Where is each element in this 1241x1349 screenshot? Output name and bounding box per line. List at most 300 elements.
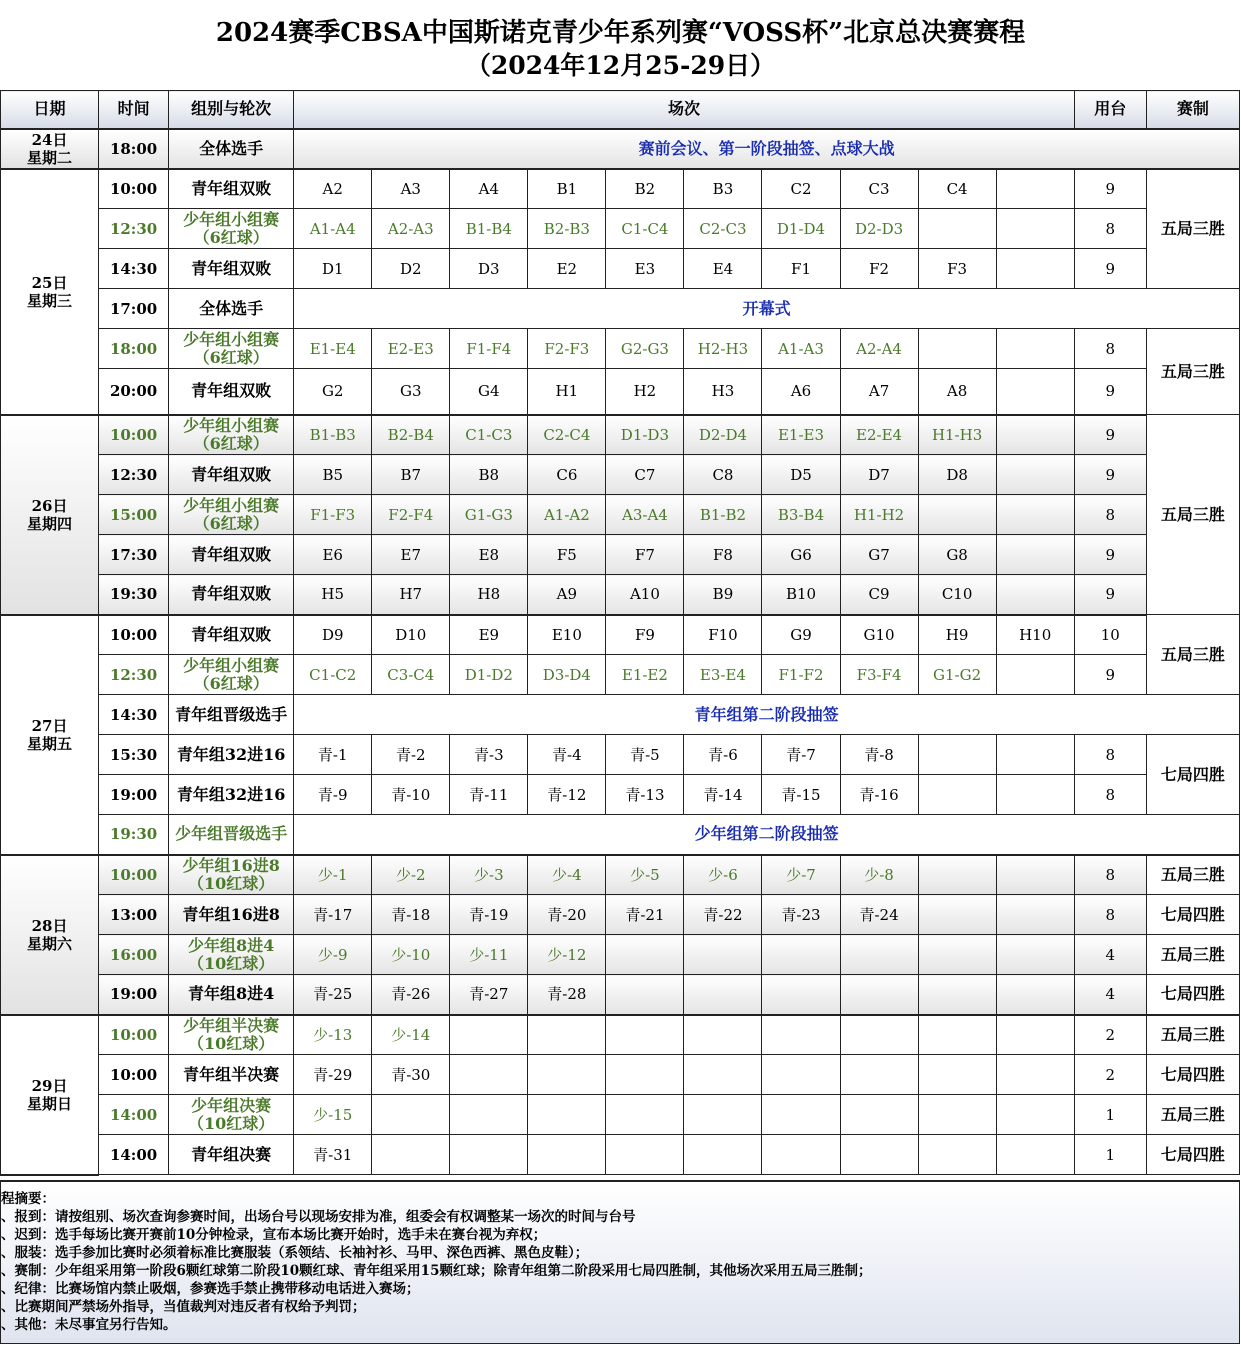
table-row bbox=[1, 1095, 1240, 1135]
tables-cell: 9 bbox=[1074, 169, 1146, 209]
date-cell: 27日 星期五 bbox=[1, 615, 99, 855]
table-row bbox=[1, 1015, 1240, 1055]
table-row bbox=[1, 775, 1240, 815]
note-item: 、纪律：比赛场馆内禁止吸烟，参赛选手禁止携带移动电话进入赛场； bbox=[1, 1281, 420, 1297]
group-cell: 青年组32进16 bbox=[169, 735, 294, 775]
time-cell: 20:00 bbox=[99, 369, 169, 415]
match-cell: E2-E4 bbox=[840, 415, 918, 455]
group-cell: 青年组半决赛 bbox=[169, 1055, 294, 1095]
match-cell: 青-19 bbox=[450, 895, 528, 935]
match-cell bbox=[996, 855, 1074, 895]
match-cell: C8 bbox=[684, 455, 762, 495]
tables-cell: 4 bbox=[1074, 975, 1146, 1015]
match-cell: 少-10 bbox=[372, 935, 450, 975]
time-cell: 10:00 bbox=[99, 615, 169, 655]
match-cell bbox=[996, 329, 1074, 369]
match-cell: D3 bbox=[450, 249, 528, 289]
match-cell: G4 bbox=[450, 369, 528, 415]
tables-cell: 4 bbox=[1074, 935, 1146, 975]
match-cell: H1 bbox=[528, 369, 606, 415]
match-cell: 少-5 bbox=[606, 855, 684, 895]
match-cell: 少-9 bbox=[294, 935, 372, 975]
group-cell: 少年组小组赛 （6红球） bbox=[169, 495, 294, 535]
table-row bbox=[1, 495, 1240, 535]
match-cell: G2-G3 bbox=[606, 329, 684, 369]
group-cell: 青年组双败 bbox=[169, 169, 294, 209]
match-cell: C2-C4 bbox=[528, 415, 606, 455]
match-cell: F1-F2 bbox=[762, 655, 840, 695]
match-cell: G2 bbox=[294, 369, 372, 415]
match-cell: E3 bbox=[606, 249, 684, 289]
time-cell: 19:30 bbox=[99, 815, 169, 855]
match-cell: B2-B3 bbox=[528, 209, 606, 249]
match-cell: F7 bbox=[606, 535, 684, 575]
match-cell bbox=[918, 1095, 996, 1135]
match-cell: H2 bbox=[606, 369, 684, 415]
date-cell: 24日 星期二 bbox=[1, 129, 99, 169]
table-row bbox=[1, 329, 1240, 369]
match-cell bbox=[684, 1015, 762, 1055]
match-cell: 青-27 bbox=[450, 975, 528, 1015]
match-cell: C6 bbox=[528, 455, 606, 495]
match-cell bbox=[606, 935, 684, 975]
match-cell: C9 bbox=[840, 575, 918, 615]
match-cell: B7 bbox=[372, 455, 450, 495]
time-cell: 10:00 bbox=[99, 1055, 169, 1095]
time-cell: 19:00 bbox=[99, 975, 169, 1015]
match-cell bbox=[996, 415, 1074, 455]
match-cell: C1-C3 bbox=[450, 415, 528, 455]
format-cell: 七局四胜 bbox=[1146, 1055, 1239, 1095]
time-cell: 13:00 bbox=[99, 895, 169, 935]
match-cell: 少-6 bbox=[684, 855, 762, 895]
match-cell: H8 bbox=[450, 575, 528, 615]
match-cell: B2-B4 bbox=[372, 415, 450, 455]
group-cell: 青年组双败 bbox=[169, 575, 294, 615]
time-cell: 19:30 bbox=[99, 575, 169, 615]
tables-cell: 8 bbox=[1074, 329, 1146, 369]
match-cell: 青-25 bbox=[294, 975, 372, 1015]
format-cell: 七局四胜 bbox=[1146, 735, 1239, 815]
match-cell: B1 bbox=[528, 169, 606, 209]
match-cell: F3 bbox=[918, 249, 996, 289]
note-item: 、比赛期间严禁场外指导，当值裁判对违反者有权给予判罚； bbox=[1, 1299, 366, 1315]
table-row bbox=[1, 815, 1240, 855]
tables-cell: 9 bbox=[1074, 369, 1146, 415]
match-cell: H3 bbox=[684, 369, 762, 415]
event-cell: 赛前会议、第一阶段抽签、点球大战 bbox=[294, 129, 1240, 169]
match-cell bbox=[372, 1095, 450, 1135]
match-cell: B8 bbox=[450, 455, 528, 495]
match-cell bbox=[918, 1055, 996, 1095]
format-cell: 五局三胜 bbox=[1146, 615, 1239, 695]
event-cell: 青年组第二阶段抽签 bbox=[294, 695, 1240, 735]
group-cell: 少年组决赛 （10红球） bbox=[169, 1095, 294, 1135]
group-cell: 青年组16进8 bbox=[169, 895, 294, 935]
match-cell: E10 bbox=[528, 615, 606, 655]
match-cell bbox=[918, 895, 996, 935]
match-cell: 青-13 bbox=[606, 775, 684, 815]
match-cell: G8 bbox=[918, 535, 996, 575]
match-cell bbox=[996, 775, 1074, 815]
match-cell bbox=[684, 975, 762, 1015]
match-cell bbox=[762, 935, 840, 975]
match-cell: D3-D4 bbox=[528, 655, 606, 695]
table-row bbox=[1, 655, 1240, 695]
match-cell: 青-6 bbox=[684, 735, 762, 775]
match-cell bbox=[996, 249, 1074, 289]
group-cell: 少年组8进4 （10红球） bbox=[169, 935, 294, 975]
match-cell bbox=[918, 209, 996, 249]
group-cell: 青年组双败 bbox=[169, 535, 294, 575]
match-cell: B2 bbox=[606, 169, 684, 209]
match-cell bbox=[684, 1055, 762, 1095]
note-item: 、迟到：选手每场比赛开赛前10分钟检录，宣布本场比赛开始时，选手未在赛台视为弃权； bbox=[1, 1227, 547, 1243]
match-cell: C3-C4 bbox=[372, 655, 450, 695]
notes-panel bbox=[0, 1180, 1240, 1344]
match-cell bbox=[996, 895, 1074, 935]
time-cell: 10:00 bbox=[99, 169, 169, 209]
match-cell: H5 bbox=[294, 575, 372, 615]
match-cell: 青-31 bbox=[294, 1135, 372, 1175]
match-cell: 青-15 bbox=[762, 775, 840, 815]
group-cell: 青年组双败 bbox=[169, 369, 294, 415]
time-cell: 14:30 bbox=[99, 249, 169, 289]
date-cell: 25日 星期三 bbox=[1, 169, 99, 415]
tables-cell: 1 bbox=[1074, 1135, 1146, 1175]
match-cell: 少-11 bbox=[450, 935, 528, 975]
match-cell: A3-A4 bbox=[606, 495, 684, 535]
group-cell: 少年组小组赛 （6红球） bbox=[169, 209, 294, 249]
match-cell bbox=[918, 775, 996, 815]
match-cell bbox=[996, 1055, 1074, 1095]
match-cell: A4 bbox=[450, 169, 528, 209]
match-cell bbox=[996, 655, 1074, 695]
match-cell bbox=[918, 329, 996, 369]
match-cell bbox=[684, 1135, 762, 1175]
match-cell: C7 bbox=[606, 455, 684, 495]
match-cell bbox=[762, 975, 840, 1015]
table-row bbox=[1, 855, 1240, 895]
match-cell: 青-5 bbox=[606, 735, 684, 775]
match-cell bbox=[840, 1095, 918, 1135]
time-cell: 10:00 bbox=[99, 1015, 169, 1055]
match-cell: E6 bbox=[294, 535, 372, 575]
match-cell bbox=[840, 1135, 918, 1175]
group-cell: 青年组晋级选手 bbox=[169, 695, 294, 735]
match-cell bbox=[996, 169, 1074, 209]
match-cell: E2-E3 bbox=[372, 329, 450, 369]
group-cell: 少年组16进8 （10红球） bbox=[169, 855, 294, 895]
table-row bbox=[1, 935, 1240, 975]
match-cell bbox=[528, 1015, 606, 1055]
table-row bbox=[1, 575, 1240, 615]
group-cell: 少年组小组赛 （6红球） bbox=[169, 329, 294, 369]
tables-cell: 2 bbox=[1074, 1055, 1146, 1095]
match-cell: 青-9 bbox=[294, 775, 372, 815]
match-cell: 青-24 bbox=[840, 895, 918, 935]
match-cell bbox=[528, 1135, 606, 1175]
match-cell: C2-C3 bbox=[684, 209, 762, 249]
tables-cell: 9 bbox=[1074, 249, 1146, 289]
match-cell: C4 bbox=[918, 169, 996, 209]
tables-cell: 10 bbox=[1074, 615, 1146, 655]
match-cell: E9 bbox=[450, 615, 528, 655]
tables-cell: 2 bbox=[1074, 1015, 1146, 1055]
match-cell bbox=[840, 935, 918, 975]
match-cell: G3 bbox=[372, 369, 450, 415]
header-matches: 场次 bbox=[294, 91, 1075, 129]
match-cell: D1 bbox=[294, 249, 372, 289]
match-cell: 少-7 bbox=[762, 855, 840, 895]
format-cell: 五局三胜 bbox=[1146, 1015, 1239, 1055]
time-cell: 17:00 bbox=[99, 289, 169, 329]
time-cell: 18:00 bbox=[99, 329, 169, 369]
match-cell: A3 bbox=[372, 169, 450, 209]
tables-cell: 8 bbox=[1074, 775, 1146, 815]
time-cell: 12:30 bbox=[99, 209, 169, 249]
match-cell bbox=[762, 1095, 840, 1135]
match-cell: 少-13 bbox=[294, 1015, 372, 1055]
match-cell bbox=[450, 1135, 528, 1175]
match-cell: D1-D4 bbox=[762, 209, 840, 249]
match-cell: A2-A3 bbox=[372, 209, 450, 249]
match-cell: H9 bbox=[918, 615, 996, 655]
time-cell: 12:30 bbox=[99, 455, 169, 495]
match-cell bbox=[918, 975, 996, 1015]
match-cell: C1-C4 bbox=[606, 209, 684, 249]
group-cell: 青年组32进16 bbox=[169, 775, 294, 815]
match-cell bbox=[996, 1135, 1074, 1175]
match-cell: F1-F4 bbox=[450, 329, 528, 369]
match-cell bbox=[918, 935, 996, 975]
match-cell bbox=[996, 369, 1074, 415]
match-cell: D2-D4 bbox=[684, 415, 762, 455]
match-cell: 青-22 bbox=[684, 895, 762, 935]
match-cell: C1-C2 bbox=[294, 655, 372, 695]
match-cell: D8 bbox=[918, 455, 996, 495]
match-cell: 青-8 bbox=[840, 735, 918, 775]
table-row bbox=[1, 975, 1240, 1015]
date-cell: 26日 星期四 bbox=[1, 415, 99, 615]
match-cell: 青-17 bbox=[294, 895, 372, 935]
match-cell bbox=[996, 935, 1074, 975]
match-cell: A1-A3 bbox=[762, 329, 840, 369]
group-cell: 少年组晋级选手 bbox=[169, 815, 294, 855]
match-cell bbox=[762, 1135, 840, 1175]
match-cell bbox=[684, 1095, 762, 1135]
table-row bbox=[1, 695, 1240, 735]
match-cell: H7 bbox=[372, 575, 450, 615]
tables-cell: 8 bbox=[1074, 495, 1146, 535]
match-cell: C2 bbox=[762, 169, 840, 209]
tables-cell: 1 bbox=[1074, 1095, 1146, 1135]
note-item: 、报到：请按组别、场次查询参赛时间，出场台号以现场安排为准，组委会有权调整某一场次的时间与台号 bbox=[1, 1209, 636, 1225]
schedule-body bbox=[1, 129, 1240, 1175]
header-group: 组别与轮次 bbox=[169, 91, 294, 129]
tables-cell: 9 bbox=[1074, 575, 1146, 615]
match-cell: A1-A4 bbox=[294, 209, 372, 249]
match-cell: 青-1 bbox=[294, 735, 372, 775]
format-cell: 五局三胜 bbox=[1146, 935, 1239, 975]
match-cell bbox=[684, 935, 762, 975]
match-cell: B1-B3 bbox=[294, 415, 372, 455]
match-cell bbox=[996, 495, 1074, 535]
match-cell bbox=[606, 1095, 684, 1135]
time-cell: 10:00 bbox=[99, 855, 169, 895]
match-cell bbox=[918, 855, 996, 895]
match-cell: E1-E2 bbox=[606, 655, 684, 695]
match-cell bbox=[840, 1015, 918, 1055]
match-cell: F2-F3 bbox=[528, 329, 606, 369]
table-row bbox=[1, 289, 1240, 329]
group-cell: 少年组小组赛 （6红球） bbox=[169, 655, 294, 695]
match-cell bbox=[450, 1055, 528, 1095]
match-cell: 青-2 bbox=[372, 735, 450, 775]
tables-cell: 8 bbox=[1074, 895, 1146, 935]
time-cell: 18:00 bbox=[99, 129, 169, 169]
match-cell: 少-1 bbox=[294, 855, 372, 895]
time-cell: 15:30 bbox=[99, 735, 169, 775]
group-cell: 青年组双败 bbox=[169, 249, 294, 289]
tables-cell: 8 bbox=[1074, 735, 1146, 775]
match-cell: 青-16 bbox=[840, 775, 918, 815]
match-cell: 少-4 bbox=[528, 855, 606, 895]
match-cell: 青-3 bbox=[450, 735, 528, 775]
match-cell: A6 bbox=[762, 369, 840, 415]
match-cell: D7 bbox=[840, 455, 918, 495]
header-format: 赛制 bbox=[1146, 91, 1239, 129]
tables-cell: 8 bbox=[1074, 855, 1146, 895]
match-cell bbox=[996, 975, 1074, 1015]
match-cell: 青-30 bbox=[372, 1055, 450, 1095]
match-cell: F10 bbox=[684, 615, 762, 655]
match-cell bbox=[450, 1015, 528, 1055]
match-cell bbox=[996, 1095, 1074, 1135]
table-row bbox=[1, 535, 1240, 575]
match-cell bbox=[996, 455, 1074, 495]
header-date: 日期 bbox=[1, 91, 99, 129]
match-cell bbox=[996, 735, 1074, 775]
format-cell: 五局三胜 bbox=[1146, 855, 1239, 895]
match-cell: E2 bbox=[528, 249, 606, 289]
table-row bbox=[1, 735, 1240, 775]
header-time: 时间 bbox=[99, 91, 169, 129]
time-cell: 12:30 bbox=[99, 655, 169, 695]
table-row bbox=[1, 1055, 1240, 1095]
match-cell bbox=[840, 1055, 918, 1095]
group-cell: 少年组小组赛 （6红球） bbox=[169, 415, 294, 455]
match-cell: 青-23 bbox=[762, 895, 840, 935]
match-cell: G10 bbox=[840, 615, 918, 655]
schedule-table bbox=[0, 90, 1240, 1176]
group-cell: 青年组双败 bbox=[169, 455, 294, 495]
table-row bbox=[1, 129, 1240, 169]
table-row bbox=[1, 169, 1240, 209]
tables-cell: 9 bbox=[1074, 455, 1146, 495]
match-cell: 青-11 bbox=[450, 775, 528, 815]
match-cell: 少-3 bbox=[450, 855, 528, 895]
match-cell: A2 bbox=[294, 169, 372, 209]
match-cell: E8 bbox=[450, 535, 528, 575]
time-cell: 15:00 bbox=[99, 495, 169, 535]
match-cell: 青-26 bbox=[372, 975, 450, 1015]
table-row bbox=[1, 455, 1240, 495]
match-cell bbox=[918, 735, 996, 775]
tables-cell: 8 bbox=[1074, 209, 1146, 249]
match-cell: F5 bbox=[528, 535, 606, 575]
match-cell: F9 bbox=[606, 615, 684, 655]
format-cell: 五局三胜 bbox=[1146, 169, 1239, 289]
match-cell: B5 bbox=[294, 455, 372, 495]
tables-cell: 9 bbox=[1074, 655, 1146, 695]
match-cell: F1-F3 bbox=[294, 495, 372, 535]
group-cell: 青年组双败 bbox=[169, 615, 294, 655]
match-cell: D2 bbox=[372, 249, 450, 289]
match-cell bbox=[762, 1055, 840, 1095]
match-cell: E1-E4 bbox=[294, 329, 372, 369]
group-cell: 少年组半决赛 （10红球） bbox=[169, 1015, 294, 1055]
match-cell: 少-14 bbox=[372, 1015, 450, 1055]
table-row bbox=[1, 249, 1240, 289]
match-cell bbox=[918, 1015, 996, 1055]
match-cell bbox=[996, 209, 1074, 249]
match-cell: A8 bbox=[918, 369, 996, 415]
table-row bbox=[1, 615, 1240, 655]
match-cell: A2-A4 bbox=[840, 329, 918, 369]
tables-cell: 9 bbox=[1074, 535, 1146, 575]
match-cell: G1-G2 bbox=[918, 655, 996, 695]
match-cell: E1-E3 bbox=[762, 415, 840, 455]
match-cell: A1-A2 bbox=[528, 495, 606, 535]
match-cell: G7 bbox=[840, 535, 918, 575]
note-item: 、赛制：少年组采用第一阶段6颗红球第二阶段10颗红球、青年组采用15颗红球；除青年组第二阶段采用七局四胜制，其他场次采用五局三胜制； bbox=[1, 1263, 872, 1279]
match-cell: B9 bbox=[684, 575, 762, 615]
match-cell bbox=[918, 1135, 996, 1175]
match-cell: H1-H2 bbox=[840, 495, 918, 535]
table-row bbox=[1, 1135, 1240, 1175]
match-cell: C3 bbox=[840, 169, 918, 209]
match-cell: 青-12 bbox=[528, 775, 606, 815]
match-cell: D10 bbox=[372, 615, 450, 655]
date-cell: 28日 星期六 bbox=[1, 855, 99, 1015]
table-row bbox=[1, 895, 1240, 935]
format-cell: 七局四胜 bbox=[1146, 895, 1239, 935]
group-cell: 青年组决赛 bbox=[169, 1135, 294, 1175]
match-cell: 青-4 bbox=[528, 735, 606, 775]
match-cell: 青-29 bbox=[294, 1055, 372, 1095]
match-cell bbox=[918, 495, 996, 535]
event-cell: 开幕式 bbox=[294, 289, 1240, 329]
event-cell: 少年组第二阶段抽签 bbox=[294, 815, 1240, 855]
group-cell: 青年组8进4 bbox=[169, 975, 294, 1015]
match-cell: A9 bbox=[528, 575, 606, 615]
match-cell: D2-D3 bbox=[840, 209, 918, 249]
notes-heading: 程摘要： bbox=[1, 1191, 55, 1207]
format-cell: 七局四胜 bbox=[1146, 1135, 1239, 1175]
match-cell bbox=[606, 1015, 684, 1055]
match-cell: D5 bbox=[762, 455, 840, 495]
note-item: 、服装：选手参加比赛时必须着标准比赛服装（系领结、长袖衬衫、马甲、深色西裤、黑色皮鞋）； bbox=[1, 1245, 589, 1261]
time-cell: 17:30 bbox=[99, 535, 169, 575]
match-cell: G9 bbox=[762, 615, 840, 655]
match-cell bbox=[606, 1135, 684, 1175]
match-cell: C10 bbox=[918, 575, 996, 615]
time-cell: 16:00 bbox=[99, 935, 169, 975]
match-cell: F3-F4 bbox=[840, 655, 918, 695]
table-row bbox=[1, 415, 1240, 455]
match-cell bbox=[996, 1015, 1074, 1055]
